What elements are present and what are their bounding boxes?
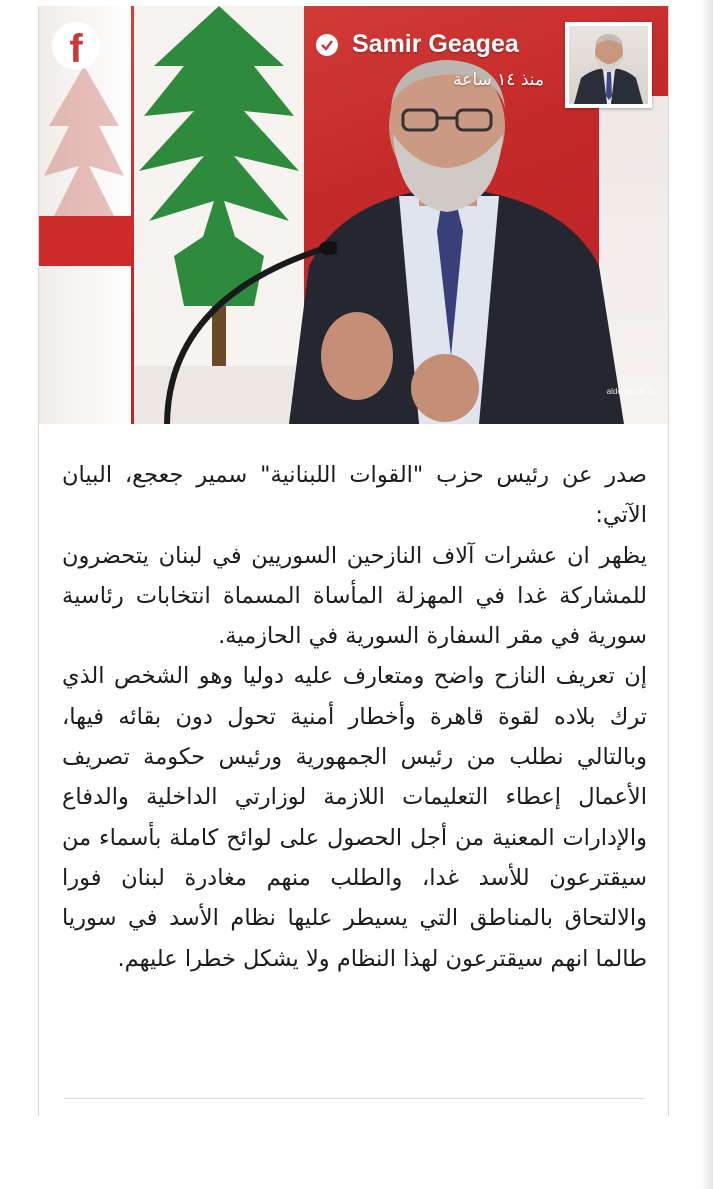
post-paragraph: إن تعريف النازح واضح ومتعارف عليه دوليا وهو الشخص الذي ترك بلاده لقوة قاهرة وأخطار أمنية تحول دون بقائه فيها، وبالتالي نطلب من رئيس الجمهورية ورئيس حكومة تصريف الأعمال إعطاء التعليمات اللازمة لوزارتي الداخلية والدفاع والإدارات المعنية من أجل الحصول على لوائح كاملة بأسماء من سيقترعون للأسد غدا، والطلب منهم مغادرة لبنان فورا والالتحاق بالمناطق التي يسيطر عليها نظام الأسد في سوريا طالما انهم سيقترعون لهذا النظام ولا يشكل خطرا عليهم. bbox=[62, 663, 647, 972]
verified-check-icon bbox=[316, 34, 338, 56]
post-body bbox=[62, 455, 647, 979]
post-paragraph: صدر عن رئيس حزب "القوات اللبنانية" سمير جعجع، البيان الآتي: bbox=[62, 462, 647, 529]
screen-edge-shade bbox=[700, 0, 713, 1189]
microphones bbox=[157, 236, 337, 424]
card-border-right bbox=[668, 6, 669, 1116]
facebook-icon[interactable]: f bbox=[52, 22, 100, 70]
author-name[interactable]: Samir Geagea bbox=[352, 30, 519, 58]
post-author[interactable] bbox=[300, 26, 548, 96]
photo-credit: aldo ayoub © bbox=[606, 387, 654, 396]
post-paragraph: يظهر ان عشرات آلاف النازحين السوريين في لبنان يتحضرون للمشاركة غدا في المهزلة المأساة المسماة انتخابات رئاسية سورية في مقر السفارة السورية في الحازمية. bbox=[62, 542, 647, 650]
flag-cedar-left bbox=[39, 66, 129, 366]
post-divider bbox=[64, 1098, 644, 1099]
author-avatar[interactable] bbox=[565, 22, 652, 108]
post-timestamp[interactable]: منذ ١٤ ساعة bbox=[453, 70, 544, 90]
